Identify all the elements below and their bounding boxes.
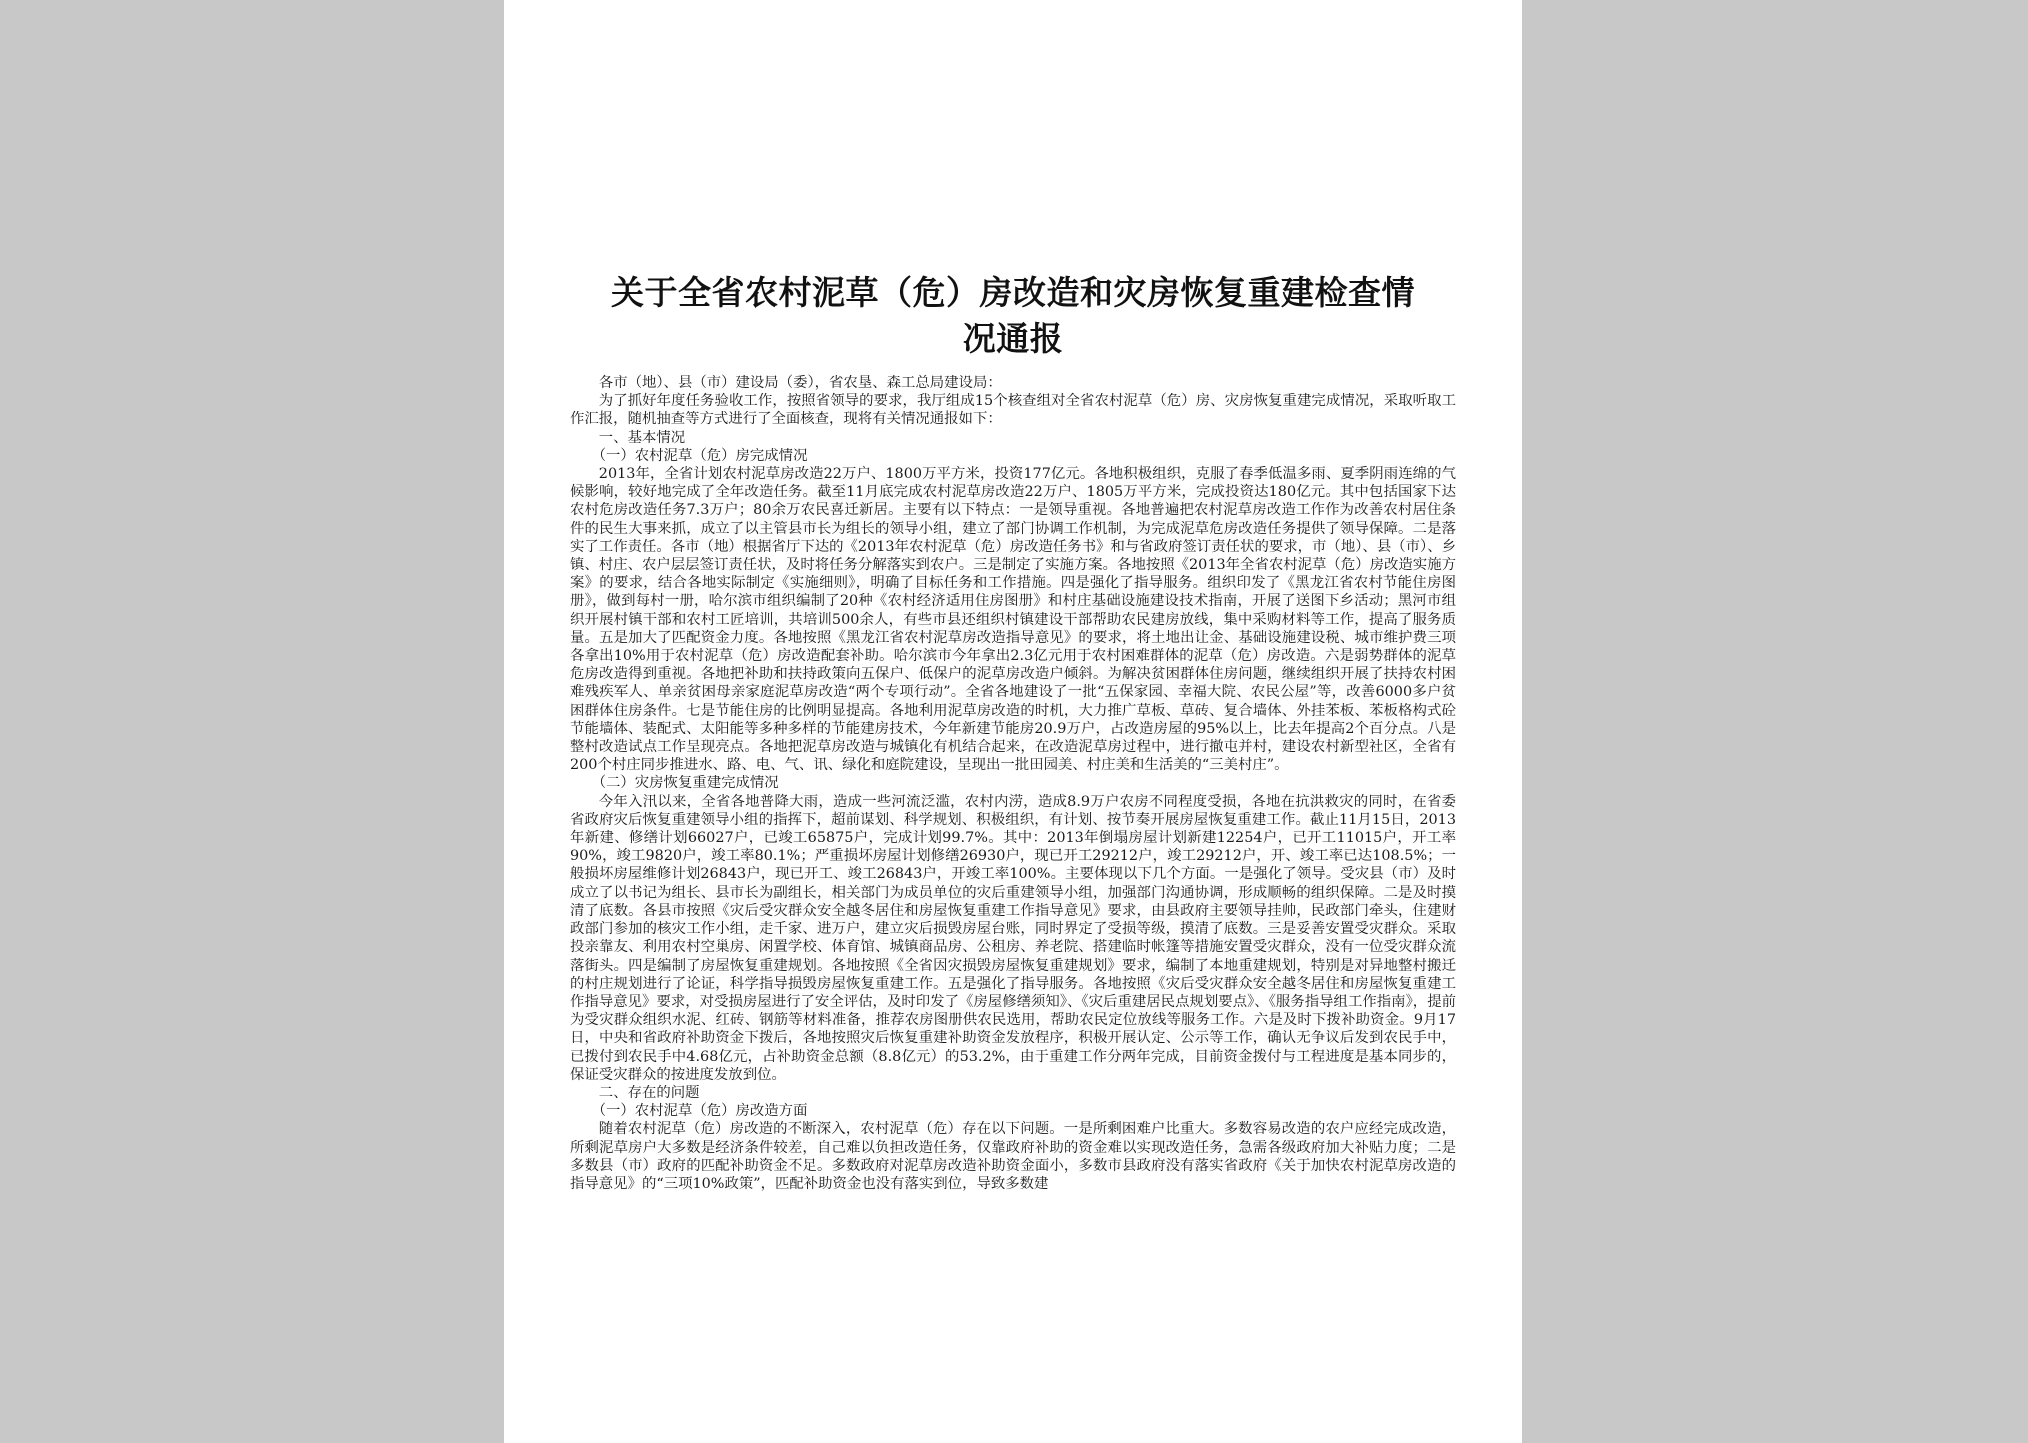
subheading-disaster-house: （二）灾房恢复重建完成情况 <box>591 775 779 792</box>
title-line-2: 况通报 <box>962 319 1064 358</box>
intro-paragraph: 为了抓好年度任务验收工作，按照省领导的要求，我厅组成15个核查组对全省农村泥草（危）房、灾房恢复重建完成情况，采取听取工作汇报，随机抽查等方式进行了全面核查，现将有关情况通报如下： <box>570 393 1456 428</box>
addressee: 各市（地）、县（市）建设局（委），省农垦、森工总局建设局： <box>598 375 1002 391</box>
section-heading-basic: 一、基本情况 <box>598 429 686 446</box>
subheading-mud-house: （一）农村泥草（危）房完成情况 <box>591 447 808 464</box>
document-title <box>544 270 1482 362</box>
paragraph-disaster-house: 今年入汛以来，全省各地普降大雨，造成一些河流泛滥，农村内涝，造成8.9万户农房不同程度受损，各地在抗洪救灾的同时，在省委省政府灾后恢复重建领导小组的指挥下，超前谋划、科学规划、积极组织，有计划、按节奏开展房屋恢复重建工作。截止11月15日，2013年新建、修缮计划66027户，已竣工65875户，完成计划99.7%。其中：2013年倒塌房屋计划新建12254户，已开工11015户，开工率90%，竣工9820户，竣工率80.1%；严重损坏房屋计划修缮26930户，现已开工29212户，竣工29212户，开、竣工率已达108.5%；一般损坏房屋维修计划26843户，现已开工、竣工26843户，开竣工率100%。主要体现以下几个方面。一是强化了领导。受灾县（市）及时成立了以书记为组长、县市长为副组长，相关部门为成员单位的灾后重建领导小组，加强部门沟通协调，形成顺畅的组织保障。二是及时摸清了底数。各县市按照《灾后受灾群众安全越冬居住和房屋恢复重建工作指导意见》要求，由县政府主要领导挂帅，民政部门牵头，住建财政部门参加的核灾工作小组，走千家、进万户，建立灾后损毁房屋台账，同时界定了受损等级，摸清了底数。三是妥善安置受灾群众。采取投亲靠友、利用农村空巢房、闲置学校、体育馆、城镇商品房、公租房、养老院、搭建临时帐篷等措施安置受灾群众，没有一位受灾群众流落街头。四是编制了房屋恢复重建规划。各地按照《全省因灾损毁房屋恢复重建规划》要求，编制了本地重建规划，特别是对异地整村搬迁的村庄规划进行了论证，科学指导损毁房屋恢复重建工作。五是强化了指导服务。各地按照《灾后受灾群众安全越冬居住和房屋恢复重建工作指导意见》要求，对受损房屋进行了安全评估，及时印发了《房屋修缮须知》、《灾后重建居民点规划要点》、《服务指导组工作指南》，提前为受灾群众组织水泥、红砖、钢筋等材料准备，推荐农房图册供农民选用，帮助农民定位放线等服务工作。六是及时下拨补助资金。9月17日，中央和省政府补助资金下拨后，各地按照灾后恢复重建补助资金发放程序，积极开展认定、公示等工作，确认无争议后发到农民手中，已拨付到农民手中4.68亿元，占补助资金总额（8.8亿元）的53.2%，由于重建工作分两年完成，目前资金拨付与工程进度是基本同步的，保证受灾群众的按进度发放到位。 <box>570 793 1456 1083</box>
document-page <box>504 0 1522 1443</box>
paragraph-mud-house: 2013年，全省计划农村泥草房改造22万户、1800万平方米，投资177亿元。各地积极组织，克服了春季低温多雨、夏季阴雨连绵的气候影响，较好地完成了全年改造任务。截至11月底完成农村泥草房改造22万户、1805万平方米，完成投资达180亿元。其中包括国家下达农村危房改造任务7.3万户；80余万农民喜迁新居。主要有以下特点：一是领导重视。各地普遍把农村泥草房改造工作作为改善农村居住条件的民生大事来抓，成立了以主管县市长为组长的领导小组，建立了部门协调工作机制，为完成泥草危房改造任务提供了领导保障。二是落实了工作责任。各市（地）根据省厅下达的《2013年农村泥草（危）房改造任务书》和与省政府签订责任状的要求，市（地）、县（市）、乡镇、村庄、农户层层签订责任状，及时将任务分解落实到农户。三是制定了实施方案。各地按照《2013年全省农村泥草（危）房改造实施方案》的要求，结合各地实际制定《实施细则》，明确了目标任务和工作措施。四是强化了指导服务。组织印发了《黑龙江省农村节能住房图册》，做到每村一册，哈尔滨市组织编制了20种《农村经济适用住房图册》和村庄基础设施建设技术指南，开展了送图下乡活动；黑河市组织开展村镇干部和农村工匠培训，共培训500余人，有些市县还组织村镇建设干部帮助农民建房放线，集中采购材料等工作，提高了服务质量。五是加大了匹配资金力度。各地按照《黑龙江省农村泥草房改造指导意见》的要求，将土地出让金、基础设施建设税、城市维护费三项各拿出10%用于农村泥草（危）房改造配套补助。哈尔滨市今年拿出2.3亿元用于农村困难群体的泥草（危）房改造。六是弱势群体的泥草危房改造得到重视。各地把补助和扶持政策向五保户、低保户的泥草房改造户倾斜。为解决贫困群体住房问题，继续组织开展了扶持农村困难残疾军人、单亲贫困母亲家庭泥草房改造“两个专项行动”。全省各地建设了一批“五保家园、幸福大院、农民公屋”等，改善6000多户贫困群体住房条件。七是节能住房的比例明显提高。各地利用泥草房改造的时机，大力推广草板、草砖、复合墙体、外挂苯板、苯板格构式砼节能墙体、装配式、太阳能等多种多样的节能建房技术，今年新建节能房20.9万户，占改造房屋的95%以上，比去年提高2个百分点。八是整村改造试点工作呈现亮点。各地把泥草房改造与城镇化有机结合起来，在改造泥草房过程中，进行撤屯并村，建设农村新型社区，全省有200个村庄同步推进水、路、电、气、讯、绿化和庭院建设，呈现出一批田园美、村庄美和生活美的“三美村庄”。 <box>570 466 1456 774</box>
subheading-problems-mud-house: （一）农村泥草（危）房改造方面 <box>591 1103 808 1120</box>
document-body <box>570 374 1456 1193</box>
title-line-1: 关于全省农村泥草（危）房改造和灾房恢复重建检查情 <box>611 273 1415 312</box>
paragraph-problems-mud-house: 随着农村泥草（危）房改造的不断深入，农村泥草（危）存在以下问题。一是所剩困难户比重大。多数容易改造的农户应经完成改造，所剩泥草房户大多数是经济条件较差，自己难以负担改造任务，仅靠政府补助的资金难以实现改造任务，急需各级政府加大补贴力度；二是多数县（市）政府的匹配补助资金不足。多数政府对泥草房改造补助资金面小，多数市县政府没有落实省政府《关于加快农村泥草房改造的指导意见》的“三项10%政策”，匹配补助资金也没有落实到位，导致多数建 <box>570 1121 1456 1192</box>
section-heading-problems: 二、存在的问题 <box>598 1084 700 1101</box>
